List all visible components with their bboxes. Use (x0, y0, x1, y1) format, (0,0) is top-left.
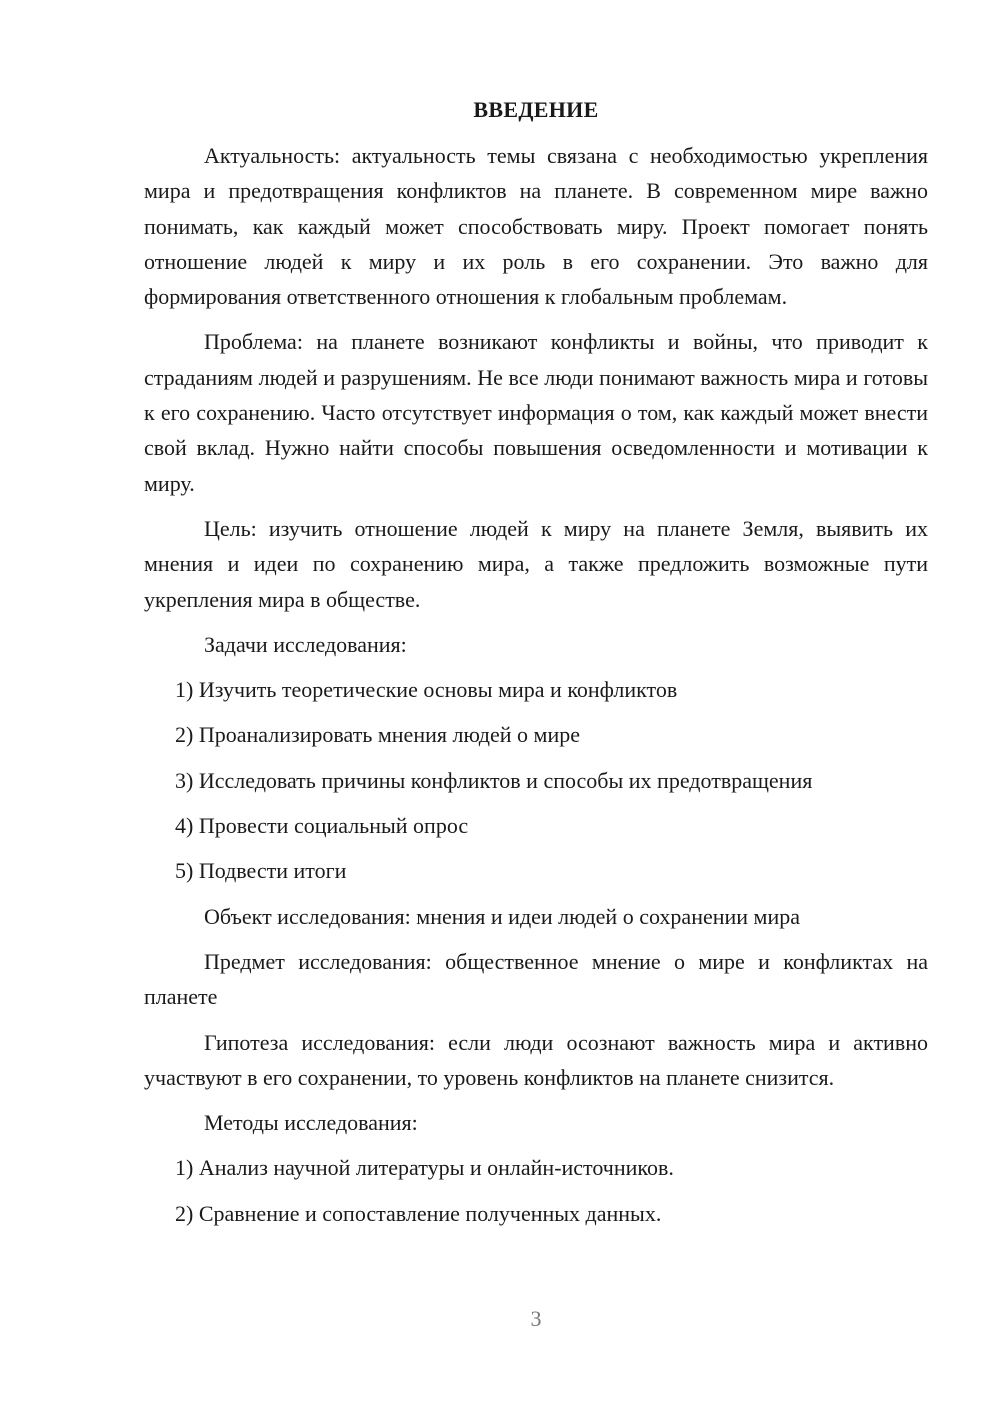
task-item: 4) Провести социальный опрос (175, 813, 469, 839)
method-item: 2) Сравнение и сопоставление полученных данных. (175, 1200, 662, 1226)
document-page (144, 92, 928, 1241)
task-item: 1) Изучить теоретические основы мира и конфликтов (175, 677, 678, 703)
tasks-heading: Задачи исследования: (204, 631, 407, 657)
object-paragraph: Объект исследования: мнения и идеи людей о сохранении мира (204, 903, 801, 929)
task-item: 2) Проанализировать мнения людей о мире (175, 722, 580, 748)
task-item: 3) Исследовать причины конфликтов и способы их предотвращения (175, 767, 813, 793)
section-title: ВВЕДЕНИЕ (473, 97, 599, 122)
subject-paragraph: Предмет исследования: общественное мнение о мире и конфликтах на планете (144, 948, 928, 1010)
page-number: 3 (530, 1306, 542, 1331)
methods-list (144, 1150, 928, 1231)
method-item: 1) Анализ научной литературы и онлайн-источников. (175, 1155, 674, 1181)
tasks-list (144, 672, 928, 888)
task-item: 5) Подвести итоги (175, 858, 347, 884)
problem-paragraph: Проблема: на планете возникают конфликты и войны, что приводит к страданиям людей и разрушениям. Не все люди понимают важность мира и готовы к его сохранению. Часто отсутствует информация о том, как каждый может внести свой вклад. Нужно найти способы повышения осведомленности и мотивации к миру. (144, 329, 928, 496)
relevance-paragraph: Актуальность: актуальность темы связана с необходимостью укрепления мира и предотвращения конфликтов на планете. В современном мире важно понимать, как каждый может способствовать миру. Проект помогает понять отношение людей к миру и их роль в его сохранении. Это важно для формирования ответственного отношения к глобальным проблемам. (144, 143, 928, 310)
methods-heading: Методы исследования: (204, 1110, 418, 1136)
hypothesis-paragraph: Гипотеза исследования: если люди осознают важность мира и активно участвуют в его сохранении, то уровень конфликтов на планете снизится. (144, 1029, 928, 1090)
goal-paragraph: Цель: изучить отношение людей к миру на планете Земля, выявить их мнения и идеи по сохранению мира, а также предложить возможные пути укрепления мира в обществе. (144, 515, 928, 612)
